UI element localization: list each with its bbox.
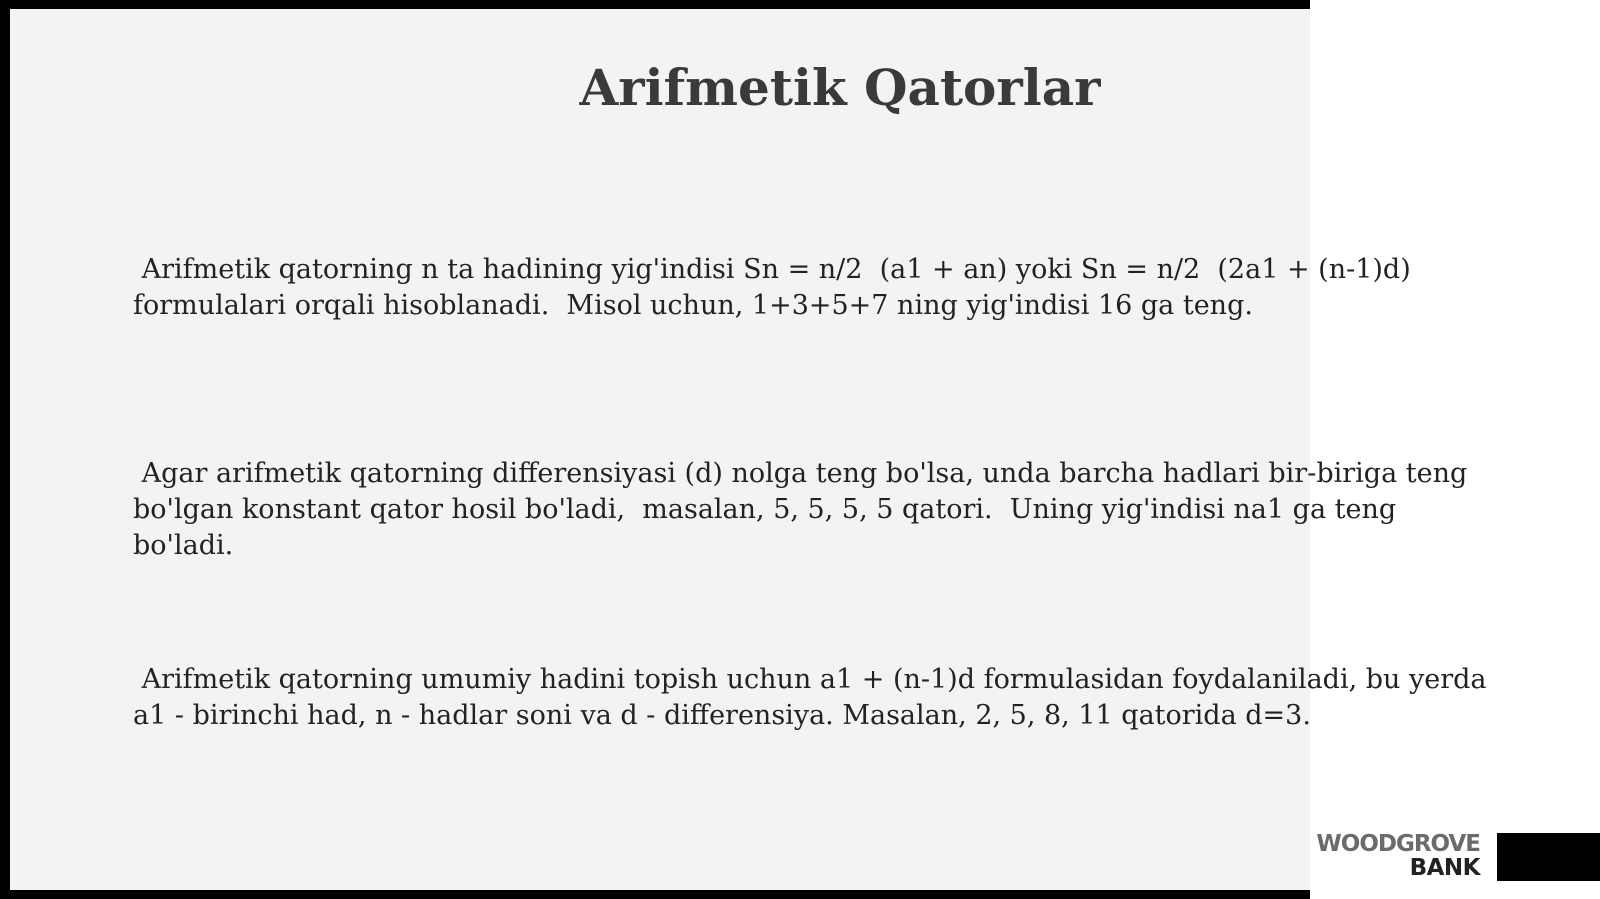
slide-title: Arifmetik Qatorlar [579, 58, 1101, 117]
slide-panel [10, 9, 1310, 890]
logo-black-block [1497, 833, 1600, 881]
woodgrove-bank-logo [1316, 832, 1480, 880]
slide-panel-extension [1310, 0, 1600, 899]
logo-line-bank: BANK [1409, 855, 1480, 881]
paragraph-general-term: Arifmetik qatorning umumiy hadini topish uchun a1 + (n-1)d formulasidan foydalaniladi, bu yerda a1 - birinchi had, n - hadlar soni va d - differensiya. Masalan, 2, 5, 8, 11 qatorida d=3. [133, 664, 1496, 731]
paragraph-constant-series: Agar arifmetik qatorning differensiyasi (d) nolga teng bo'lsa, unda barcha hadlari bir-biriga teng bo'lgan konstant qator hosil bo'ladi, masalan, 5, 5, 5, 5 qatori. Uning yig'indisi na1 ga teng bo'ladi. [133, 458, 1476, 561]
logo-line-woodgrove: WOODGROVE [1316, 831, 1480, 857]
paragraph-sum-formula: Arifmetik qatorning n ta hadining yig'indisi Sn = n/2 (a1 + an) yoki Sn = n/2 (2a1 + (n-1)d) formulalari orqali hisoblanadi. Misol uchun, 1+3+5+7 ning yig'indisi 16 ga teng. [133, 254, 1420, 321]
